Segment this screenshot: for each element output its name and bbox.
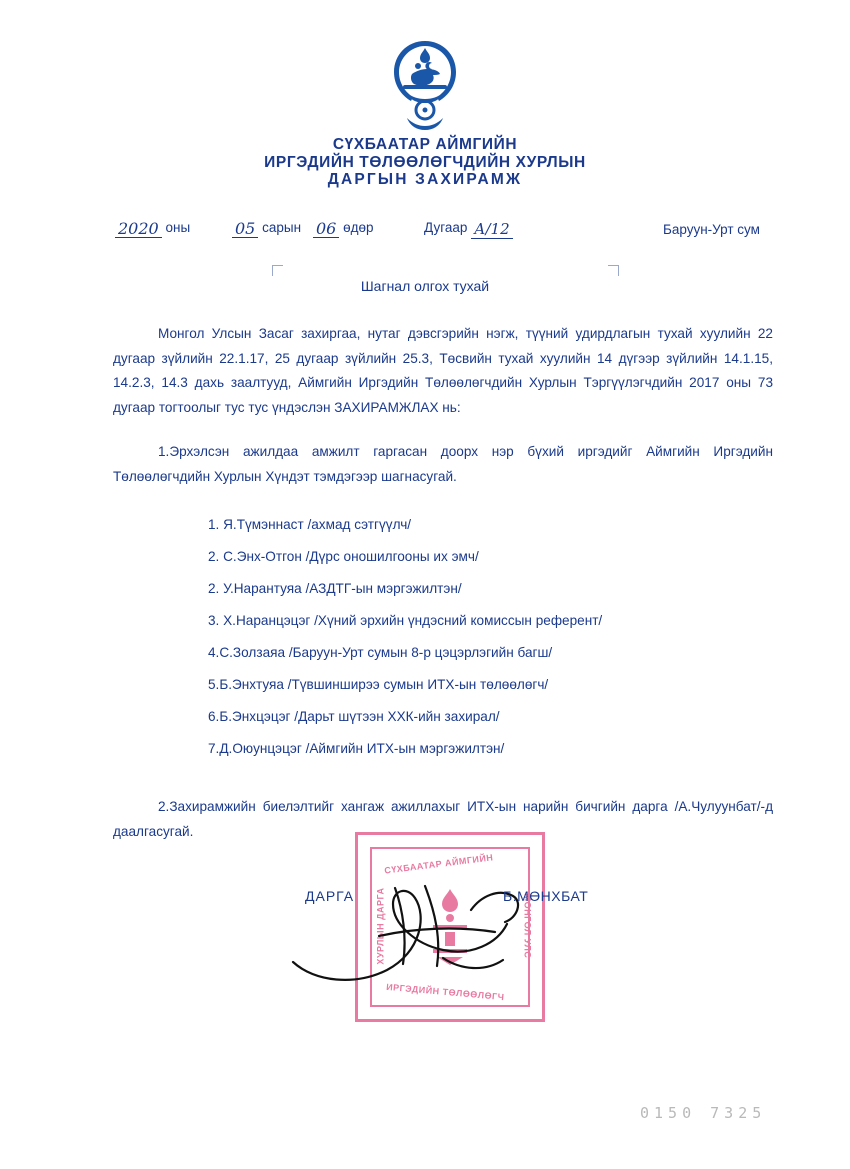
date-year: [115, 220, 190, 238]
signature-row: [0, 888, 850, 918]
footer-code: 0150 7325: [640, 1104, 767, 1122]
header-line-1: СҮХБААТАР АЙМГИЙН: [332, 136, 518, 153]
date-month: [232, 220, 301, 238]
document-place: Баруун-Урт сум: [663, 222, 760, 237]
soyombo-state-emblem-icon: [387, 38, 463, 130]
date-day: [313, 220, 374, 238]
date-year-label: оны: [165, 220, 191, 235]
corner-tick-right: [608, 265, 619, 276]
stamp-bottom-text: ИРГЭДИЙН ТӨЛӨӨЛӨГЧ: [385, 981, 505, 1003]
list-item: 6.Б.Энхцэцэг /Дарьт шүтээн ХХК-ийн захирал/: [208, 709, 500, 724]
list-item: 2. У.Нарантуяа /АЗДТГ-ын мэргэжилтэн/: [208, 581, 462, 596]
list-item: 5.Б.Энхтуяа /Түвшинширээ сумын ИТХ-ын төлөөлөгч/: [208, 677, 549, 692]
stamp-top-text: СҮХБААТАР АЙМГИЙН: [383, 852, 494, 876]
document-number-label: Дугаар: [424, 220, 468, 235]
document-subject: Шагнал олгох тухай: [360, 278, 490, 294]
document-number-value: А/12: [471, 222, 513, 239]
paragraph-3: 2.Захирамжийн биелэлтийг хангаж ажиллахыг ИТХ-ын нарийн бичгийн дарга /А.Чулуунбат/-д даалгасугай.: [113, 799, 773, 839]
stamp-left-text: ХУРЛЫН ДАРГА: [375, 887, 386, 965]
list-item: 7.Д.Оюунцэцэг /Аймгийн ИТХ-ын мэргэжилтэн/: [208, 741, 505, 756]
official-stamp: [355, 832, 545, 1022]
signature-title: ДАРГА: [305, 888, 355, 904]
document-body: [113, 322, 773, 844]
emblem-container: [0, 38, 850, 135]
date-year-value: 2020: [115, 221, 162, 238]
dateline: [0, 218, 850, 242]
signature-name: Б.МӨНХБАТ: [503, 888, 589, 904]
stamp-right-text: МОНГОЛ УЛС: [522, 893, 533, 959]
header-line-3: ДАРГЫН ЗАХИРАМЖ: [327, 171, 523, 188]
list-item: 3. Х.Наранцэцэг /Хүний эрхийн үндэсний комиссын референт/: [208, 613, 603, 628]
paragraph-2: 1.Эрхэлсэн ажилдаа амжилт гаргасан доорх нэр бүхий иргэдийг Аймгийн Иргэдийн Төлөөлөгчдийн Хурлын Хүндэт тэмдэгээр шагнасугай.: [113, 444, 773, 484]
list-item: 1. Я.Түмэннаст /ахмад сэтгүүлч/: [208, 517, 412, 532]
list-item: 4.С.Золзаяа /Баруун-Урт сумын 8-р цэцэрлэгийн багш/: [208, 645, 553, 660]
document-header: [0, 136, 850, 189]
corner-tick-left: [272, 265, 283, 276]
date-day-value: 06: [313, 221, 339, 238]
paragraph-1: Монгол Улсын Засаг захиргаа, нутаг дэвсгэрийн нэгж, түүний удирдлагын тухай хуулийн 22 дугаар зүйлийн 22.1.17, 25 дугаар зүйлийн 25.3, Төсвийн тухай хуулийн 14 дүгээр зүйлийн 14.1.15, 14.2.3, 14.3 дахь заалтууд, Аймгийн Иргэдийн Төлөөлөгчдийн Хурлын Тэргүүлэгчдийн 2017 оны 73 дугаар тогтоолыг тус тус үндэслэн ЗАХИРАМЖЛАХ нь:: [113, 326, 773, 415]
date-month-label: сарын: [262, 220, 302, 235]
date-day-label: өдөр: [343, 220, 374, 235]
header-line-2: ИРГЭДИЙН ТӨЛӨӨЛӨГЧДИЙН ХУРЛЫН: [264, 153, 586, 171]
document-number: [424, 220, 513, 239]
award-list: [113, 511, 773, 763]
date-month-value: 05: [232, 221, 258, 238]
list-item: 2. С.Энх-Отгон /Дүрс оношилгооны их эмч/: [208, 549, 479, 564]
